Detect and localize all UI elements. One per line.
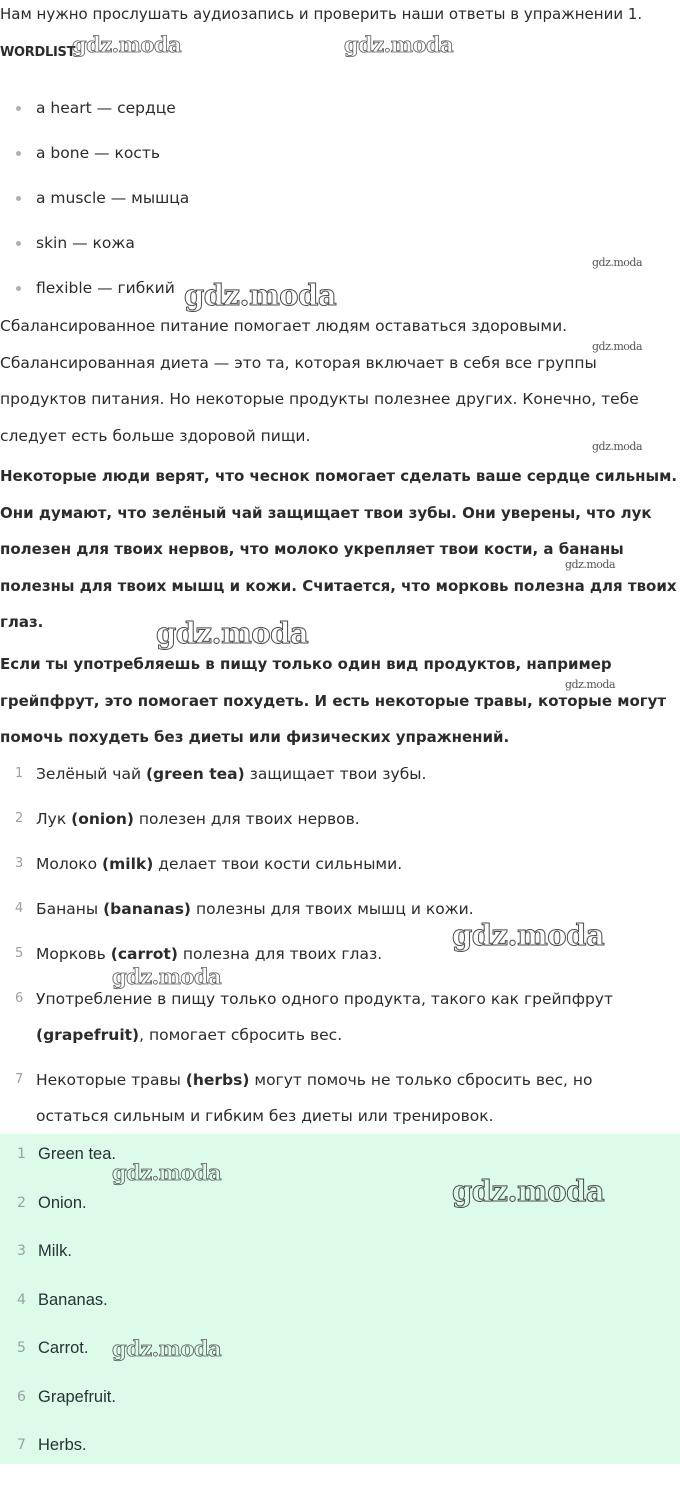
item-number: 2 bbox=[15, 811, 24, 826]
statement-term: (milk) bbox=[102, 855, 154, 873]
paragraph-line: помочь похудеть без диеты или физических упражнений. bbox=[0, 728, 510, 746]
answer-text: Grapefruit. bbox=[38, 1387, 116, 1406]
statement-line bbox=[36, 801, 680, 837]
paragraph-line: Они думают, что зелёный чай защищает твои зубы. Они уверены, что лук bbox=[0, 503, 652, 522]
item-number: 2 bbox=[17, 1194, 26, 1211]
bullet-icon bbox=[16, 241, 21, 246]
paragraph-line: Если ты употребляешь в пищу только один вид продуктов, например bbox=[0, 655, 612, 673]
wordlist-heading: WORDLIST bbox=[0, 45, 76, 60]
watermark: gdz.moda bbox=[112, 964, 222, 989]
statement-text: полезна для твоих глаз. bbox=[177, 945, 383, 963]
watermark: gdz.moda bbox=[72, 32, 182, 57]
paragraph-line: Сбалансированное питание помогает людям оставаться здоровыми. bbox=[0, 317, 568, 335]
wordlist-item bbox=[0, 225, 680, 270]
statement-line: Употребление в пищу только одного продукта, такого как грейпфрут bbox=[36, 990, 613, 1008]
item-number: 3 bbox=[17, 1243, 26, 1259]
statement-text: могут помочь не только сбросить вес, но bbox=[249, 1071, 593, 1089]
item-number: 6 bbox=[17, 1388, 26, 1405]
watermark: gdz.moda bbox=[184, 278, 337, 312]
statement-text: Лук bbox=[36, 810, 72, 828]
item-number: 1 bbox=[15, 766, 24, 781]
paragraph-line: продуктов питания. Но некоторые продукты полезнее других. Конечно, тебе bbox=[0, 390, 639, 408]
statement-term: (green tea) bbox=[145, 765, 245, 783]
statement-term: (carrot) bbox=[110, 945, 178, 963]
paragraph-line: следует есть больше здоровой пищи. bbox=[0, 426, 311, 445]
statement-item bbox=[0, 1062, 680, 1134]
item-number: 3 bbox=[15, 856, 24, 871]
item-number: 5 bbox=[15, 946, 24, 961]
statement-text: , помогает сбросить вес. bbox=[139, 1026, 343, 1044]
answer-box bbox=[0, 1134, 680, 1464]
watermark: gdz.moda bbox=[592, 440, 643, 453]
statement-line bbox=[36, 936, 680, 972]
answers-list bbox=[0, 1138, 680, 1478]
statement-term: (bananas) bbox=[103, 900, 192, 918]
watermark: gdz.moda bbox=[565, 558, 616, 571]
bullet-icon bbox=[16, 286, 21, 291]
bullet-icon bbox=[16, 106, 21, 111]
statement-item bbox=[0, 981, 680, 1053]
item-number: 6 bbox=[15, 991, 24, 1006]
answer-item bbox=[0, 1235, 680, 1284]
wordlist bbox=[0, 90, 680, 315]
statement-line bbox=[36, 756, 680, 792]
statement-text: Молоко bbox=[36, 855, 103, 873]
watermark: gdz.moda bbox=[592, 256, 643, 269]
statement-line bbox=[36, 1017, 680, 1053]
wordlist-item-text: flexible — гибкий bbox=[36, 279, 175, 297]
wordlist-item-text: a muscle — мышца bbox=[36, 189, 190, 207]
item-number: 7 bbox=[17, 1437, 26, 1453]
answer-text: Herbs. bbox=[38, 1436, 87, 1454]
paragraph-line: Сбалансированная диета — это та, которая включает в себя все группы bbox=[0, 353, 597, 372]
statement-line bbox=[36, 891, 680, 927]
paragraph-balanced-diet bbox=[0, 308, 680, 454]
item-number: 4 bbox=[15, 901, 24, 916]
statements-list bbox=[0, 756, 680, 1143]
watermark: gdz.moda bbox=[452, 918, 605, 952]
statement-line bbox=[36, 846, 680, 882]
watermark: gdz.moda bbox=[344, 32, 454, 57]
item-number: 4 bbox=[17, 1291, 26, 1308]
intro-text: Нам нужно прослушать аудиозапись и проверить наши ответы в упражнении 1. bbox=[0, 5, 643, 23]
answer-text: Onion. bbox=[38, 1193, 87, 1212]
watermark: gdz.moda bbox=[565, 678, 616, 691]
item-number: 7 bbox=[15, 1072, 24, 1087]
statement-text: защищает твои зубы. bbox=[244, 765, 427, 783]
answer-item bbox=[0, 1332, 680, 1381]
wordlist-item bbox=[0, 90, 680, 135]
watermark: gdz.moda bbox=[592, 340, 643, 353]
statement-text: Бананы bbox=[36, 900, 104, 918]
answer-item bbox=[0, 1187, 680, 1236]
wordlist-item-text: a bone — кость bbox=[36, 144, 160, 162]
statement-item bbox=[0, 756, 680, 792]
answer-text: Bananas. bbox=[38, 1290, 108, 1309]
answer-item bbox=[0, 1138, 680, 1187]
paragraph-line: грейпфрут, это помогает похудеть. И есть некоторые травы, которые могут bbox=[0, 691, 667, 710]
bullet-icon bbox=[16, 196, 21, 201]
statement-text: Морковь bbox=[36, 945, 111, 963]
wordlist-item bbox=[0, 180, 680, 225]
wordlist-item-text: skin — кожа bbox=[36, 234, 135, 252]
statement-line: остаться сильным и гибким без диеты или тренировок. bbox=[36, 1107, 494, 1125]
paragraph-line: полезны для твоих мышц и кожи. Считается, что морковь полезна для твоих bbox=[0, 576, 677, 595]
wordlist-item bbox=[0, 135, 680, 180]
watermark: gdz.moda bbox=[156, 616, 309, 650]
statement-item bbox=[0, 801, 680, 837]
statement-item bbox=[0, 846, 680, 882]
paragraph-line: глаз. bbox=[0, 613, 44, 631]
statement-item bbox=[0, 891, 680, 927]
answer-item bbox=[0, 1381, 680, 1430]
answer-item bbox=[0, 1284, 680, 1333]
statement-text: Зелёный чай bbox=[36, 765, 146, 783]
statement-item bbox=[0, 936, 680, 972]
answer-text: Milk. bbox=[38, 1242, 72, 1260]
paragraph-line: Некоторые люди верят, что чеснок помогает сделать ваше сердце сильным. bbox=[0, 467, 678, 485]
statement-term: (onion) bbox=[71, 810, 134, 828]
statement-term: (grapefruit) bbox=[36, 1026, 140, 1044]
item-number: 5 bbox=[17, 1340, 26, 1356]
paragraph-beliefs bbox=[0, 458, 680, 641]
statement-term: (herbs) bbox=[185, 1071, 250, 1089]
statement-text: Некоторые травы bbox=[36, 1071, 186, 1089]
statement-line bbox=[36, 1062, 680, 1098]
statement-text: полезны для твоих мышц и кожи. bbox=[191, 900, 474, 918]
answer-text: Green tea. bbox=[38, 1145, 116, 1163]
answer-text: Carrot. bbox=[38, 1339, 89, 1357]
answer-item bbox=[0, 1429, 680, 1478]
bullet-icon bbox=[16, 151, 21, 156]
statement-text: делает твои кости сильными. bbox=[153, 855, 403, 873]
item-number: 1 bbox=[17, 1146, 26, 1162]
paragraph-weight-loss bbox=[0, 646, 680, 756]
paragraph-line: полезен для твоих нервов, что молоко укрепляет твои кости, а бананы bbox=[0, 540, 624, 558]
statement-text: полезен для твоих нервов. bbox=[133, 810, 360, 828]
wordlist-item-text: a heart — сердце bbox=[36, 99, 176, 117]
